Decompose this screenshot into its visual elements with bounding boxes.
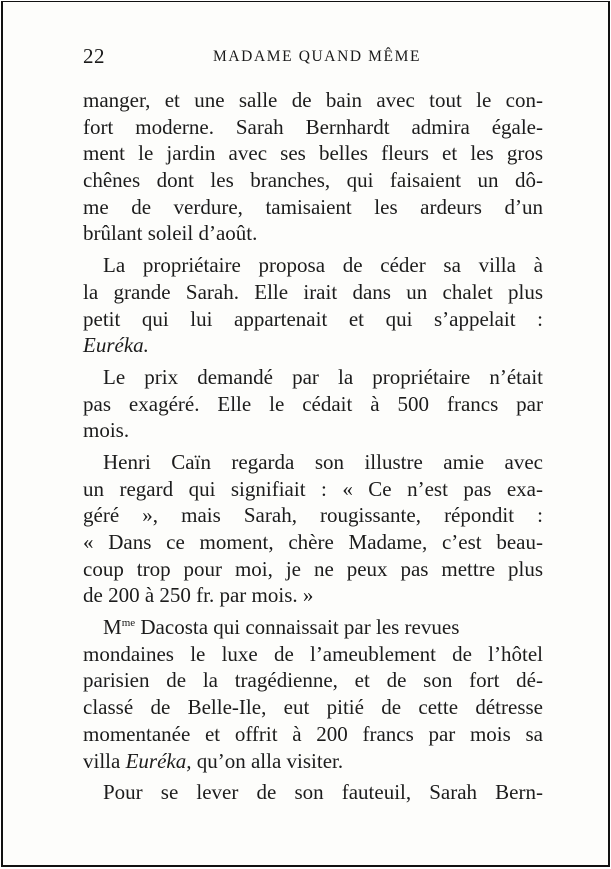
text-line: la grande Sarah. Elle irait dans un chalet plus <box>83 279 543 304</box>
paragraph <box>83 449 543 609</box>
text-line: La propriétaire proposa de céder sa villa à <box>103 253 543 278</box>
text-line: géré », mais Sarah, rougissante, répondit : <box>83 503 543 528</box>
text-line: fort moderne. Sarah Bernhardt admira égale- <box>83 114 543 139</box>
paragraph <box>83 252 543 359</box>
text-line: manger, et une salle de bain avec tout le con- <box>83 88 543 112</box>
italic-text-fragment: Euréka, <box>125 748 192 773</box>
text-line: « Dans ce moment, chère Madame, c’est beau- <box>83 530 543 554</box>
page-number: 22 <box>83 44 105 68</box>
running-title: MADAME QUAND MÊME <box>213 48 422 65</box>
text-line: de 200 à 250 fr. par mois. » <box>83 583 314 608</box>
text-line: un regard qui signifiait : « Ce n’est pas exa- <box>83 476 543 501</box>
text-line: ment le jardin avec ses belles fleurs et les gros <box>83 141 543 166</box>
text-line: pas exagéré. Elle le cédait à 500 francs par <box>83 391 543 416</box>
text-line: Le prix demandé par la propriétaire n’était <box>103 364 543 389</box>
text-line: mois. <box>83 418 130 443</box>
text-line: me de verdure, tamisaient les ardeurs d’un <box>83 194 543 219</box>
text-fragment: qu’on alla visiter. <box>191 748 344 773</box>
text-line: coup trop pour moi, je ne peux pas mettre plus <box>83 556 543 581</box>
body-text <box>83 87 543 806</box>
paragraph <box>83 614 543 774</box>
text-line: chênes dont les branches, qui faisaient un dô- <box>83 168 543 193</box>
paragraph <box>83 779 543 806</box>
text-line: Henri Caïn regarda son illustre amie avec <box>103 449 543 474</box>
text-line: momentanée et offrit à 200 francs par mois sa <box>83 721 543 746</box>
text-line: petit qui lui appartenait et qui s’appelait : <box>83 306 543 331</box>
text-line: Pour se lever de son fauteuil, Sarah Bern- <box>103 780 543 805</box>
text-line: classé de Belle-Ile, eut pitié de cette détresse <box>83 695 543 720</box>
text-line: brûlant soleil d’août. <box>83 221 258 246</box>
text-line <box>83 614 543 641</box>
paragraph <box>83 364 543 444</box>
book-page <box>1 1 610 867</box>
page-header <box>3 44 608 68</box>
superscript-abbreviation: me <box>121 617 136 630</box>
text-line: mondaines le luxe de l’ameublement de l’hôtel <box>83 641 543 666</box>
title-abbreviation: M <box>103 615 122 640</box>
text-fragment: Dacosta qui connaissait par les revues <box>135 615 460 640</box>
italic-text-line: Euréka. <box>83 333 149 358</box>
text-line: parisien de la tragédienne, et de son fort dé- <box>83 668 543 693</box>
paragraph <box>83 87 543 247</box>
text-fragment: villa <box>83 748 126 773</box>
text-line <box>83 748 543 775</box>
